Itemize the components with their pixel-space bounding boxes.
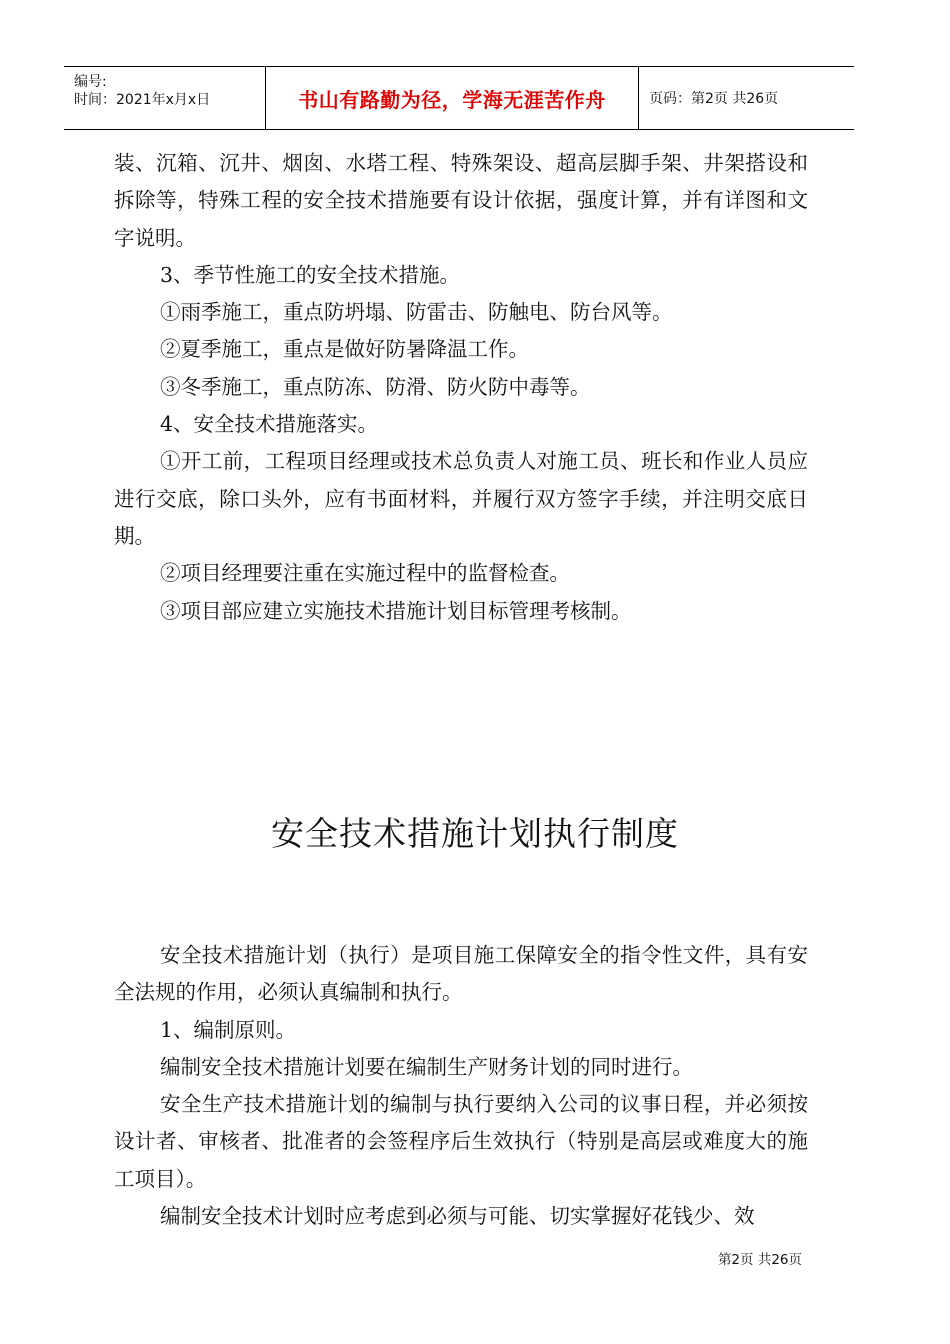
paragraph: 1、编制原则。 xyxy=(160,1017,297,1042)
page-footer: 第2页 共26页 xyxy=(717,1252,802,1268)
paragraph: 编制安全技术措施计划要在编制生产财务计划的同时进行。 xyxy=(160,1054,693,1079)
paragraph: 装、沉箱、沉井、烟囱、水塔工程、特殊架设、超高层脚手架、井架搭设和拆除等，特殊工程的安全技术措施要有设计依据，强度计算，并有详图和文字说明。 xyxy=(114,151,808,250)
header-page-cell xyxy=(639,67,854,129)
paragraph: 安全技术措施计划（执行）是项目施工保障安全的指令性文件，具有安全法规的作用，必须认真编制和执行。 xyxy=(114,943,808,1005)
paragraph: ②项目经理要注重在实施过程中的监督检查。 xyxy=(160,561,570,586)
serial-label: 编号: xyxy=(74,74,107,90)
paragraph: ①雨季施工，重点防坍塌、防雷击、防触电、防台风等。 xyxy=(160,300,673,325)
paragraph: ①开工前，工程项目经理或技术总负责人对施工员、班长和作业人员应进行交底，除口头外，应有书面材料，并履行双方签字手续，并注明交底日期。 xyxy=(114,449,808,548)
paragraph: ②夏季施工，重点是做好防暑降温工作。 xyxy=(160,337,529,362)
body-section-2 xyxy=(114,937,808,1235)
paragraph: 安全生产技术措施计划的编制与执行要纳入公司的议事日程，并必须按设计者、审核者、批准者的会签程序后生效执行（特别是高层或难度大的施工项目）。 xyxy=(114,1092,808,1191)
paragraph: 编制安全技术计划时应考虑到必须与可能、切实掌握好花钱少、效 xyxy=(160,1204,755,1229)
time-label: 时间：2021年x月x日 xyxy=(74,92,211,108)
paragraph: 4、安全技术措施落实。 xyxy=(160,412,379,437)
page-header xyxy=(64,66,854,130)
paragraph: ③项目部应建立实施技术措施计划目标管理考核制。 xyxy=(160,598,632,623)
body-section-1 xyxy=(114,145,808,630)
header-meta-cell xyxy=(64,67,266,129)
header-motto: 书山有路勤为径，学海无涯苦作舟 xyxy=(266,67,639,129)
header-page-info: 页码：第2页 共26页 xyxy=(649,91,779,107)
document-title: 安全技术措施计划执行制度 xyxy=(271,814,679,853)
paragraph: 3、季节性施工的安全技术措施。 xyxy=(160,262,461,287)
paragraph: ③冬季施工，重点防冻、防滑、防火防中毒等。 xyxy=(160,374,591,399)
